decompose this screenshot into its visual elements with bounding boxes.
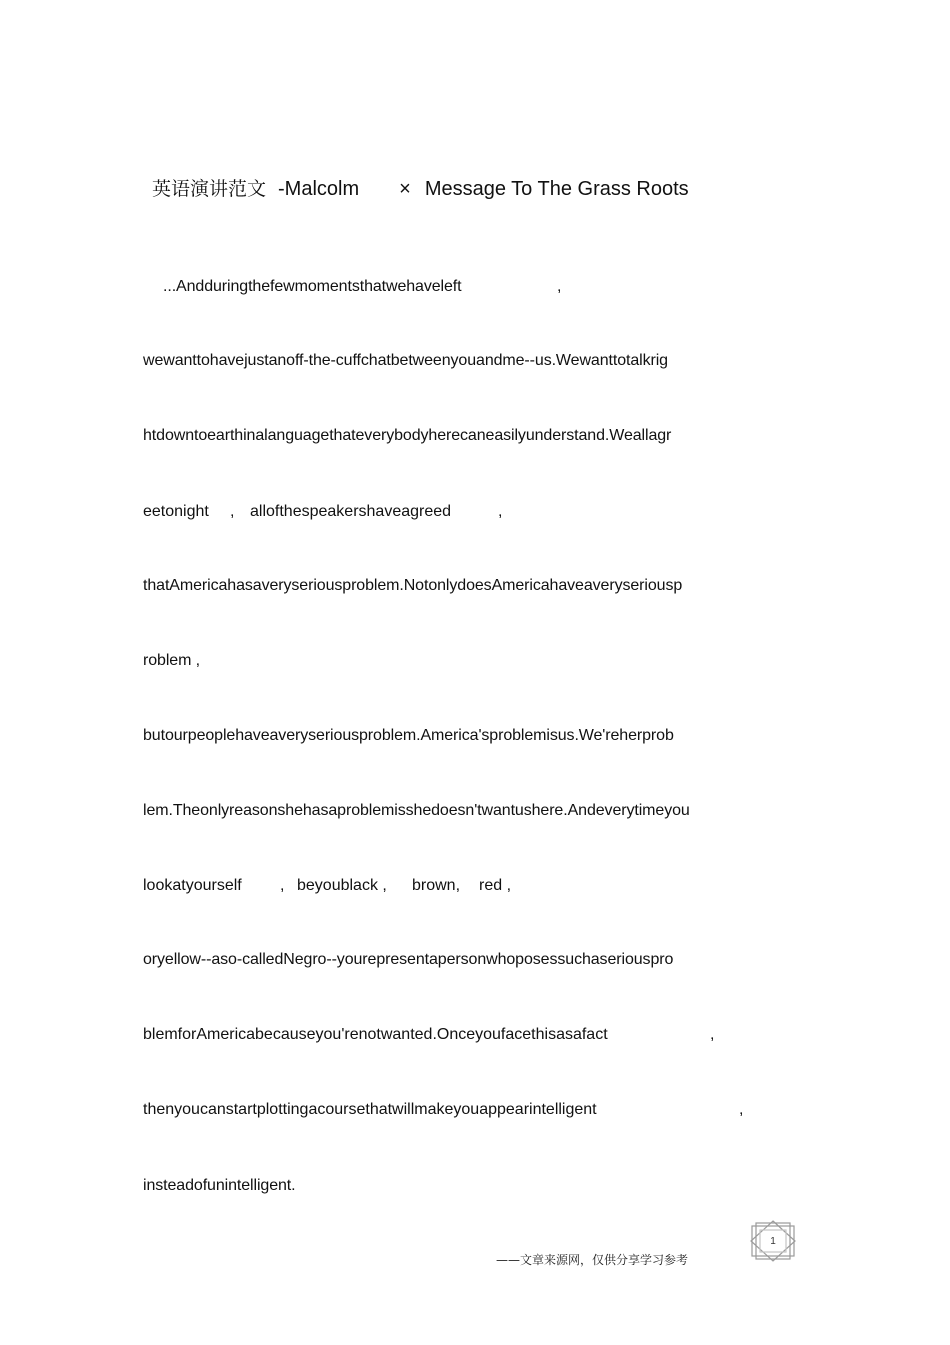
paragraph-line-4b: , (230, 503, 235, 520)
title-chinese: 英语演讲范文 (152, 178, 267, 200)
paragraph-line-12b: , (739, 1101, 744, 1118)
paragraph-line-10: oryellow--aso-calledNegro--yourepresentapersonwhoposessuchaseriouspro (143, 951, 674, 968)
paragraph-line-1: ...Andduringthefewmomentsthatwehaveleft (163, 278, 462, 295)
paragraph-line-4d: , (498, 503, 503, 520)
footer-note: ——文章来源网，仅供分享学习参考 (496, 1253, 689, 1267)
paragraph-line-6: roblem , (143, 652, 200, 669)
paragraph-line-9d: brown, (412, 877, 461, 894)
title-name: -Malcolm (278, 178, 360, 200)
paragraph-line-12a: thenyoucanstartplottingacoursethatwillmakeyouappearintelligent (143, 1101, 597, 1118)
title-x-mark: × (399, 178, 411, 200)
paragraph-line-7: butourpeoplehaveaveryseriousproblem.America'sproblemisus.We'reherprob (143, 727, 674, 744)
paragraph-line-11a: blemforAmericabecauseyou'renotwanted.Onceyoufacethisasafact (143, 1026, 608, 1043)
paragraph-line-2: wewanttohavejustanoff-the-cuffchatbetweenyouandme--us.Wewanttotalkrig (143, 352, 668, 369)
paragraph-line-11b: , (710, 1026, 715, 1043)
paragraph-line-1-comma: , (557, 278, 562, 295)
paragraph-line-9b: , (280, 877, 285, 894)
paragraph-line-4a: eetonight (143, 503, 209, 520)
page-number: 1 (770, 1236, 776, 1247)
title-rest: Message To The Grass Roots (424, 178, 689, 200)
paragraph-line-9a: lookatyourself (143, 877, 242, 894)
paragraph-line-13: insteadofunintelligent. (143, 1177, 296, 1194)
paragraph-line-9c: beyoublack , (297, 877, 387, 894)
paragraph-line-5: thatAmericahasaveryseriousproblem.NotonlydoesAmericahaveaveryseriousp (143, 577, 683, 594)
paragraph-line-9e: red , (479, 877, 512, 894)
paragraph-line-4c: allofthespeakershaveagreed (250, 503, 452, 520)
document-title (152, 174, 689, 201)
paragraph-line-3: htdowntoearthinalanguagethateverybodyherecaneasilyunderstand.Weallagr (143, 427, 672, 444)
paragraph-line-8: lem.Theonlyreasonshehasaproblemisshedoesn'twantushere.Andeverytimeyou (143, 802, 690, 819)
